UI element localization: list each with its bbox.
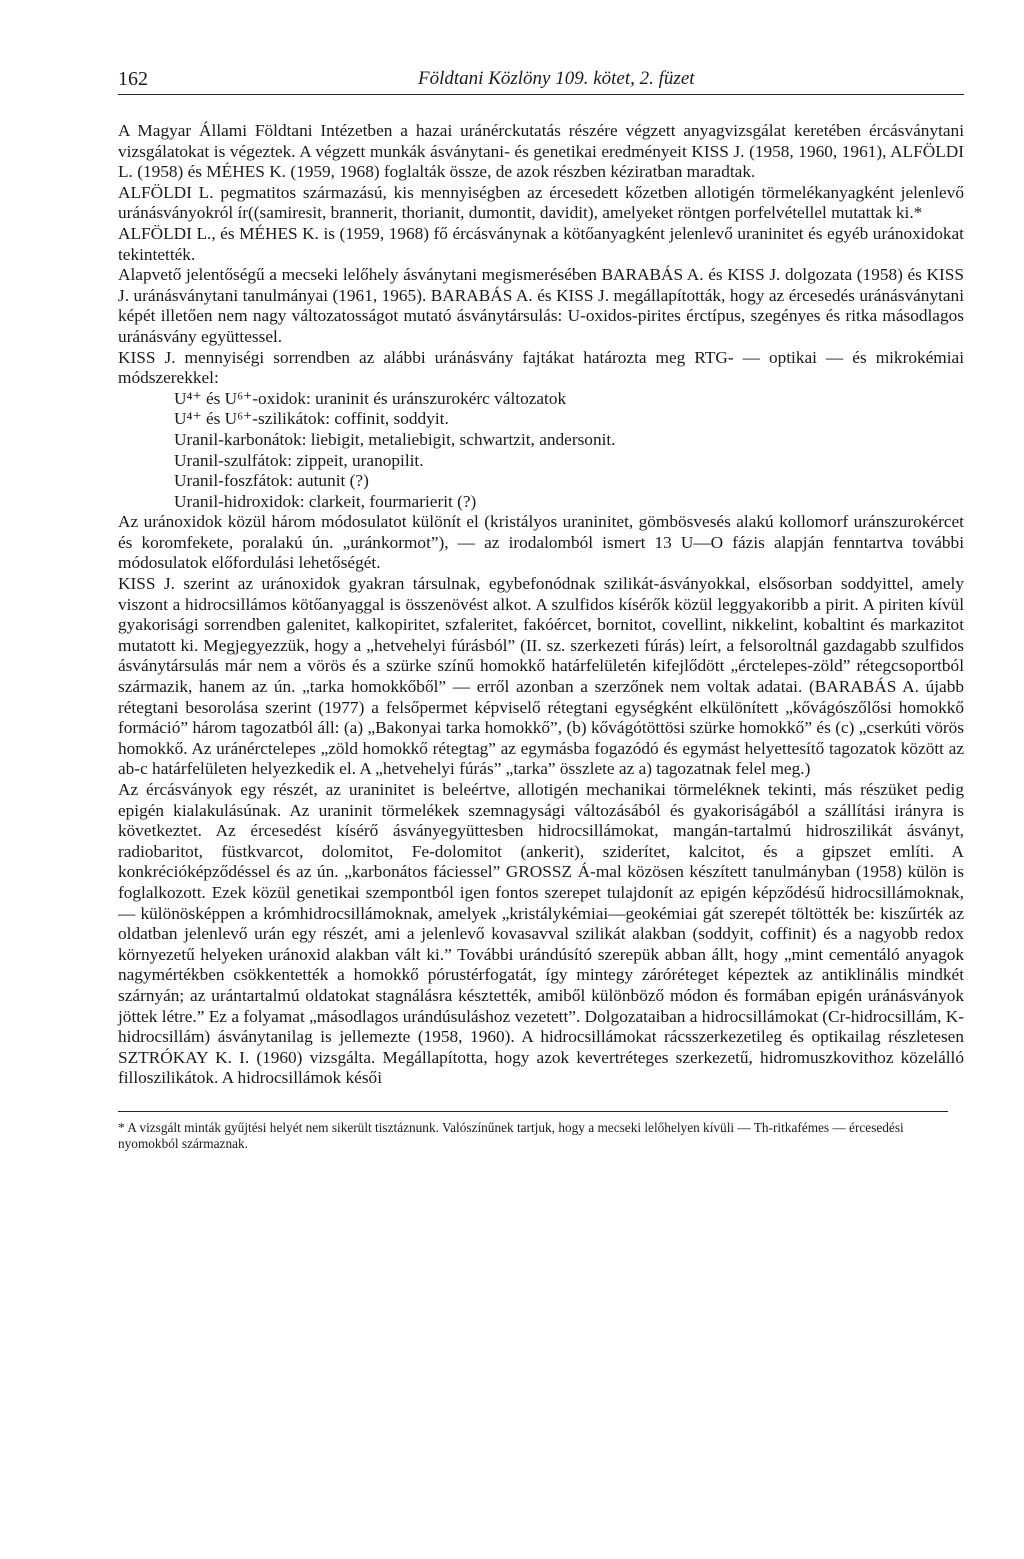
paragraph: A Magyar Állami Földtani Intézetben a hazai uránérckutatás részére végzett anyagvizsgálat keretében ércásványtani vizsgálatokat is végeztek. A végzett munkák ásványtani- és genetikai eredményeit KISS J. (1958, 1960, 1961), ALFÖLDI L. (1958) és MÉHES K. (1959, 1968) foglalták össze, de azok részben kéziratban maradtak. [118,121,964,182]
mineral-list-item: Uranil-foszfátok: autunit (?) [174,471,369,491]
page-number: 162 [118,68,148,90]
paragraph: KISS J. mennyiségi sorrendben az alábbi uránásvány fajtákat határozta meg RTG- — optikai — és mikrokémiai módszerekkel: [118,347,964,388]
page-header [118,60,964,94]
mineral-list-item: U⁴⁺ és U⁶⁺-szilikátok: coffinit, soddyit. [174,409,449,429]
mineral-list-item: U⁴⁺ és U⁶⁺-oxidok: uraninit és uránszurokérc változatok [174,388,567,408]
paragraph: ALFÖLDI L., és MÉHES K. is (1959, 1968) fő ércásványnak a kötőanyagként jelenlevő uraninitet és egyéb uránoxidokat tekintették. [118,223,964,264]
paragraph: KISS J. szerint az uránoxidok gyakran társulnak, egybefonódnak szilikát-ásványokkal, elsősorban soddyittel, amely viszont a hidrocsillámos kötőanyaggal is összenövést alkot. A szulfidos kísérők közül leggyakoribb a pirit. A piriten kívül gyakorisági sorrendben galenitet, kalkopiritet, szfaleritet, fakóércet, bornitot, covellint, nikkelint, kobaltint és markazitot mutatott ki. Megjegyezzük, hogy a „hetvehelyi fúrásból” (II. sz. szerkezeti fúrás) leírt, a felsoroltnál gazdagabb szulfidos ásványtársulás már nem a vörös és a szürke színű homokkő határfelületén kifejlődött „érctelepes-zöld” rétegcsoportból származik, hanem az ún. „tarka homokkőből” — erről azonban a szerzőnek nem voltak adatai. (BARABÁS A. újabb rétegtani besorolása szerint (1977) a felsőpermet képviselő rétegtani egységként elkülönített „kővágószőlősi homokkő formáció” három tagozatból áll: (a) „Bakonyai tarka homokkő”, (b) kővágótöttösi szürke homokkő” és (c) „cserkúti vörös homokkő. Az uránérctelepes „zöld homokkő rétegtag” az egymásba fogazódó és egymást helyettesítő tagozatok között az ab-c határfelületen helyezkedik el. A „hetvehelyi fúrás” „tarka” összlete az a) tagozatnak felel meg.) [118,574,964,779]
article-body [118,121,964,1089]
footnote: * A vizsgált minták gyűjtési helyét nem sikerült tisztáznunk. Valószínűnek tartjuk, hogy a mecseki lelőhelyen kívüli — Th-ritkafémes — ércesedési nyomokból származnak. [118,1119,904,1152]
journal-title: Földtani Közlöny 109. kötet, 2. füzet [418,68,695,89]
paragraph: Az ércásványok egy részét, az uraninitet is beleértve, allotigén mechanikai törmeléknek tekinti, más részüket pedig epigén kialakulásúnak. Az uraninit törmelékek szemnagysági változásából és gyakoriságából a szállítási irányra is következtet. Az ércesedést kísérő ásványegyüttesben hidrocsillámokat, mangán-tartalmú hidroszilikát ásványt, radiobaritot, füstkvarcot, dolomitot, Fe-dolomitot (ankerit), sziderítet, kalcitot, és a gipszet említi. A konkrécióképződéssel és az ún. „karbonátos fáciessel” GROSSZ Á-mal közösen készített tanulmányban (1958) külön is foglalkozott. Ezek közül genetikai szempontból igen fontos szerepet tulajdonít az epigén képződésű hidrocsillámoknak, — különösképpen a krómhidrocsillámoknak, amelyek „kristálykémiai—geokémiai gát szerepét töltötték be: kiszűrték az oldatban jelenlevő urán egy részét, ami a jelenlevő kovasavval szilikát alakban (soddyit, coffinit) és a nagyobb redox környezetű helyeken uránoxid alakban vált ki.” További urándúsító szerepük abban állt, hogy „mint cementáló anyagok nagymértékben csökkentették a homokkő pórustérfogatát, így mintegy záróréteget képeztek az antiklinális mindkét szárnyán; az urántartalmú oldatokat stagnálásra késztették, amiből különböző módon és formában epigén uránásványok jöttek létre.” Ez a folyamat „másodlagos urándúsuláshoz vezetett”. Dolgozataiban a hidrocsillámokat (Cr-hidrocsillám, K-hidrocsillám) ásványtanilag is jellemezte (1958, 1960). A hidrocsillámokat rácsszerkezetileg és optikailag részletesen SZTRÓKAY K. I. (1960) vizsgálta. Megállapította, hogy azok kevertréteges szerkezetű, hidromuszkovithoz közelálló filloszilikátok. A hidrocsillámok késői [118,780,964,1088]
paragraph: ALFÖLDI L. pegmatitos származású, kis mennyiségben az ércesedett kőzetben allotigén törmelékanyagként jelenlevő uránásványokról ír((samiresit, brannerit, thorianit, dumontit, davidit), amelyeket röntgen porfelvétellel mutattak ki.* [118,182,964,223]
mineral-list-item: Uranil-karbonátok: liebigit, metaliebigit, schwartzit, andersonit. [174,429,616,449]
header-rule [118,94,964,95]
mineral-list-item: Uranil-hidroxidok: clarkeit, fourmarierit (?) [174,491,477,511]
mineral-list-item: Uranil-szulfátok: zippeit, uranopilit. [174,450,424,470]
footnote-separator [118,1111,948,1112]
paragraph: Az uránoxidok közül három módosulatot különít el (kristályos uraninitet, gömbösvesés alakú kollomorf uránszurokércet és koromfekete, poralakú ún. „uránkormot”), — az irodalomból ismert 13 U—O fázis alapján fenntartva további módosulatok előfordulási lehetőségét. [118,512,964,573]
paragraph: Alapvető jelentőségű a mecseki lelőhely ásványtani megismerésében BARABÁS A. és KISS J. dolgozata (1958) és KISS J. uránásványtani tanulmányai (1961, 1965). BARABÁS A. és KISS J. megállapították, hogy az ércesedés uránásványtani képét illetően nem nagy változatosságot mutató ásványtársulás: U-oxidos-pirites érctípus, szegényes és ritka másodlagos uránásvány együttessel. [118,265,964,346]
